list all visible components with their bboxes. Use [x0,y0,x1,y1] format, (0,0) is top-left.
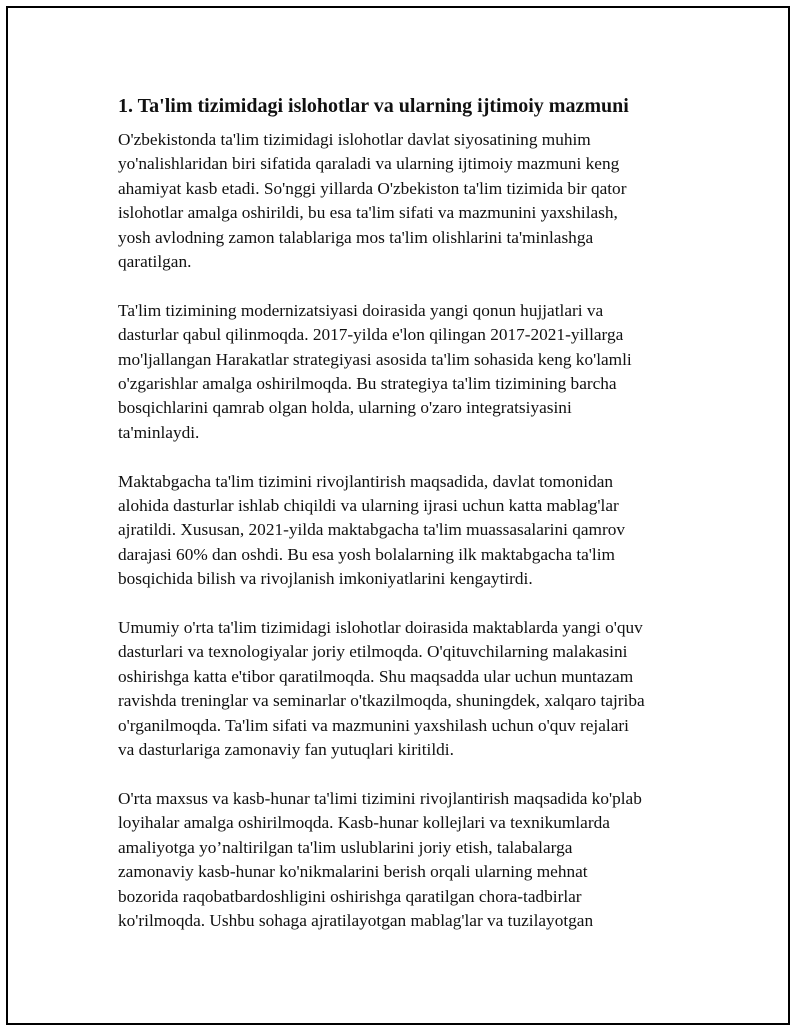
text-line: dasturlar qabul qilinmoqda. 2017-yilda e'lon qilingan 2017-2021-yillarga [118,325,624,345]
text-line: bosqichlarini qamrab olgan holda, ularning o'zaro integratsiyasini [118,398,572,418]
text-line: alohida dasturlar ishlab chiqildi va ularning ijrasi uchun katta mablag'lar [118,496,619,516]
text-line: O'rta maxsus va kasb-hunar ta'limi tizimini rivojlantirish maqsadida ko'plab [118,788,642,808]
text-line: Umumiy o'rta ta'lim tizimidagi islohotlar doirasida maktablarda yangi o'quv [118,618,643,638]
text-line: ravishda treninglar va seminarlar o'tkazilmoqda, shuningdek, xalqaro tajriba [118,691,645,711]
text-line: zamonaviy kasb-hunar ko'nikmalarini berish orqali ularning mehnat [118,862,588,882]
text-line: yo'nalishlaridan biri sifatida qaraladi va ularning ijtimoiy mazmuni keng [118,154,620,174]
text-line: o'rganilmoqda. Ta'lim sifati va mazmunini yaxshilash uchun o'quv rejalari [118,715,629,735]
text-line: oshirishga katta e'tibor qaratilmoqda. Shu maqsadda ular uchun muntazam [118,666,634,686]
text-line: ko'rilmoqda. Ushbu sohaga ajratilayotgan mablag'lar va tuzilayotgan [118,910,594,930]
text-line: va dasturlariga zamonaviy fan yutuqlari kiritildi. [118,740,454,760]
text-line: yosh avlodning zamon talablariga mos ta'lim olishlarini ta'minlashga [118,227,594,247]
document-body [118,92,698,958]
paragraph-3 [118,470,698,592]
text-line: loyihalar amalga oshirilmoqda. Kasb-hunar kollejlari va texnikumlarda [118,813,610,833]
text-line: O'zbekistonda ta'lim tizimidagi islohotlar davlat siyosatining muhim [118,130,591,149]
text-line: ahamiyat kasb etadi. So'nggi yillarda O'zbekiston ta'lim tizimida bir qator [118,178,627,198]
text-line: ta'minlaydi. [118,422,200,442]
text-line: islohotlar amalga oshirildi, bu esa ta'lim sifati va mazmunini yaxshilash, [118,203,618,223]
text-line: darajasi 60% dan oshdi. Bu esa yosh bolalarning ilk maktabgacha ta'lim [118,544,615,564]
text-line: amaliyotga yo’naltirilgan ta'lim uslublarini joriy etish, talabalarga [118,837,573,857]
section-heading: 1. Ta'lim tizimidagi islohotlar va ularning ijtimoiy mazmuni [118,95,629,117]
text-line: bosqichida bilish va rivojlanish imkoniyatlarini kengaytirdi. [118,569,533,589]
text-line: ajratildi. Xususan, 2021-yilda maktabgacha ta'lim muassasalarini qamrov [118,520,626,540]
text-line: qaratilgan. [118,252,192,272]
paragraph-4 [118,616,698,762]
paragraph-5 [118,787,698,933]
text-line: Ta'lim tizimining modernizatsiyasi doirasida yangi qonun hujjatlari va [118,300,604,320]
text-line: mo'ljallangan Harakatlar strategiyasi asosida ta'lim sohasida keng ko'lamli [118,349,632,369]
text-line: bozorida raqobatbardoshligini oshirishga qaratilgan chora-tadbirlar [118,886,582,906]
text-line: Maktabgacha ta'lim tizimini rivojlantirish maqsadida, davlat tomonidan [118,471,614,491]
text-line: o'zgarishlar amalga oshirilmoqda. Bu strategiya ta'lim tizimining barcha [118,374,617,394]
paragraph-1 [118,128,698,274]
text-line: dasturlari va texnologiyalar joriy etilmoqda. O'qituvchilarning malakasini [118,642,628,662]
paragraph-2 [118,299,698,445]
